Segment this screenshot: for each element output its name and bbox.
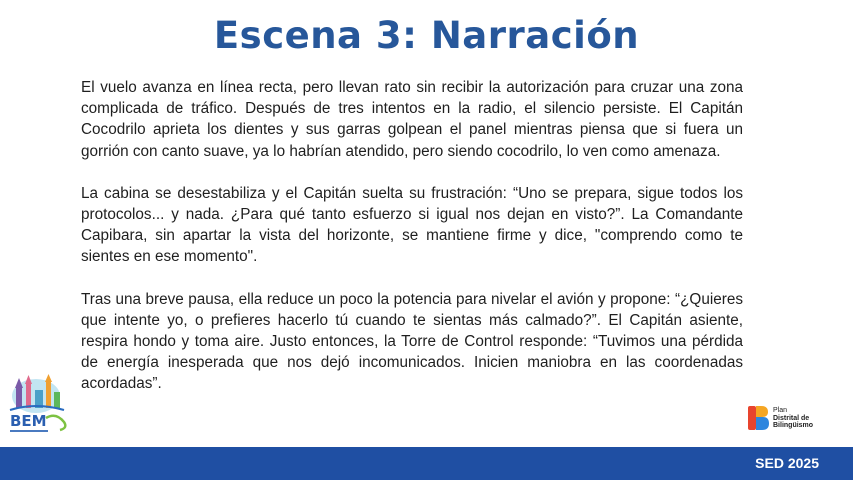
plan-distrital-logo (746, 404, 826, 434)
plan-b-icon (746, 404, 770, 432)
paragraph-2: La cabina se desestabiliza y el Capitán suelta su frustración: “Uno se prepara, sigue todos los protocolos... y nada. ¿Para qué tanto esfuerzo si igual nos dejan en visto?”. La Comandante Capibara, sin apartar la vista del horizonte, se mantiene firme y dice, "comprendo como te sientes en ese momento". (81, 184, 743, 266)
footer-label: SED 2025 (755, 455, 819, 471)
slide-title: Escena 3: Narración (213, 14, 640, 57)
paragraph-1: El vuelo avanza en línea recta, pero llevan rato sin recibir la autorización para cruzar una zona complicada de tráfico. Después de tres intentos en la radio, el silencio persiste. El Capitán Cocodrilo aprieta los dientes y sus garras golpean el panel mientras piensa que si fuera un gorrión con canto suave, ya lo habrían atendido, pero siendo cocodrilo, lo ven como amenaza. (81, 79, 743, 160)
narration-text (81, 77, 743, 416)
plan-logo-line2: Distrital de (773, 414, 810, 422)
paragraph-3: Tras una breve pausa, ella reduce un poco la potencia para nivelar el avión y propone: “¿Quieres que intente yo, o prefieres hacerlo tú cuando te sientas más calmado?”. El Capitán asiente, respira hondo y toma aire. Justo entonces, la Torre de Control responde: “Tuvimos una pérdida de energía inesperada que nos dejó incomunicados. Inicien maniobra en las coordenadas acordadas”. (81, 290, 743, 393)
footer-bar (0, 447, 853, 480)
bem-logo-text: BEM (10, 412, 47, 430)
plan-logo-line1: Plan (773, 407, 788, 414)
bem-logo (6, 372, 74, 440)
plan-logo-line3: Bilingüismo (773, 422, 814, 429)
